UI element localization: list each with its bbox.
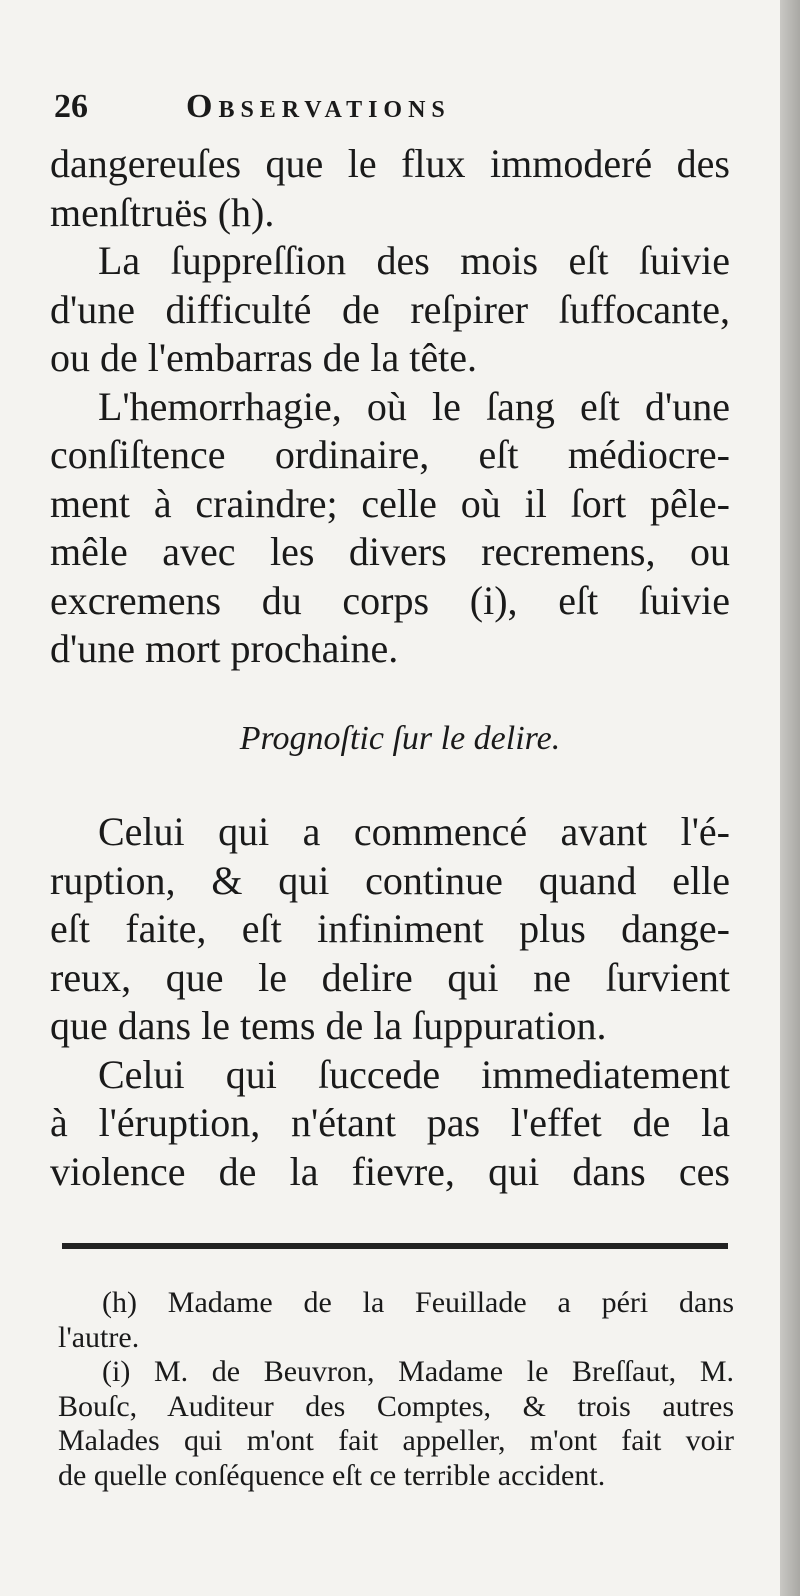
text-line: mêle avec les divers recremens, ou: [50, 529, 730, 574]
page-number: 26: [54, 88, 88, 125]
text-line: Celui qui a commencé avant l'é-: [98, 809, 730, 854]
text-line: dangereuſes que le flux immoderé des: [50, 141, 730, 186]
footnotes: [58, 1286, 734, 1493]
text-line: Celui qui ſuccede immediatement: [98, 1051, 730, 1097]
footnote-divider: [62, 1243, 728, 1249]
text-line: L'hemorrhagie, où le ſang eſt d'une: [98, 383, 730, 429]
footnote-line: (h) Madame de la Feuillade a péri dans: [102, 1286, 734, 1319]
text-line: que dans le tems de la ſuppuration.: [50, 1003, 607, 1048]
text-line: reux, que le delire qui ne ſurvient: [50, 954, 730, 1000]
text-line: à l'éruption, n'étant pas l'effet de la: [50, 1100, 730, 1145]
text-line: excremens du corps (i), eſt ſuivie: [50, 577, 730, 623]
page-header: [54, 82, 654, 132]
text-line: La ſuppreſſion des mois eſt ſuivie: [98, 238, 730, 283]
footnote-line: (i) M. de Beuvron, Madame le Breſſaut, M.: [102, 1355, 734, 1388]
section-heading: Prognoſtic ſur le delire.: [239, 720, 561, 757]
text-line: d'une difficulté de reſpirer ſuffocante,: [50, 286, 730, 332]
text-line: d'une mort prochaine.: [50, 626, 399, 671]
text-line: ruption, & qui continue quand elle: [50, 857, 730, 903]
text-line: ment à craindre; celle où il ſort pêle-: [50, 480, 730, 526]
body-text-top: [50, 140, 730, 674]
text-line: violence de la fievre, qui dans ces: [50, 1148, 730, 1194]
body-text-bottom: [50, 808, 730, 1196]
footnote-line: Malades qui m'ont fait appeller, m'ont fait voir: [58, 1424, 734, 1457]
footnote-line: Bouſc, Auditeur des Comptes, & trois autres: [58, 1389, 734, 1423]
page-edge-shadow: [780, 0, 800, 1596]
footnote-line: l'autre.: [58, 1320, 140, 1354]
text-line: eſt faite, eſt infiniment plus dange-: [50, 906, 730, 951]
running-head: Observations: [186, 88, 451, 125]
text-line: conſiſtence ordinaire, eſt médiocre-: [50, 432, 730, 477]
text-line: menſtruës (h).: [50, 189, 275, 235]
footnote-line: de quelle conſéquence eſt ce terrible accident.: [58, 1458, 606, 1492]
text-line: ou de l'embarras de la tête.: [50, 335, 478, 380]
